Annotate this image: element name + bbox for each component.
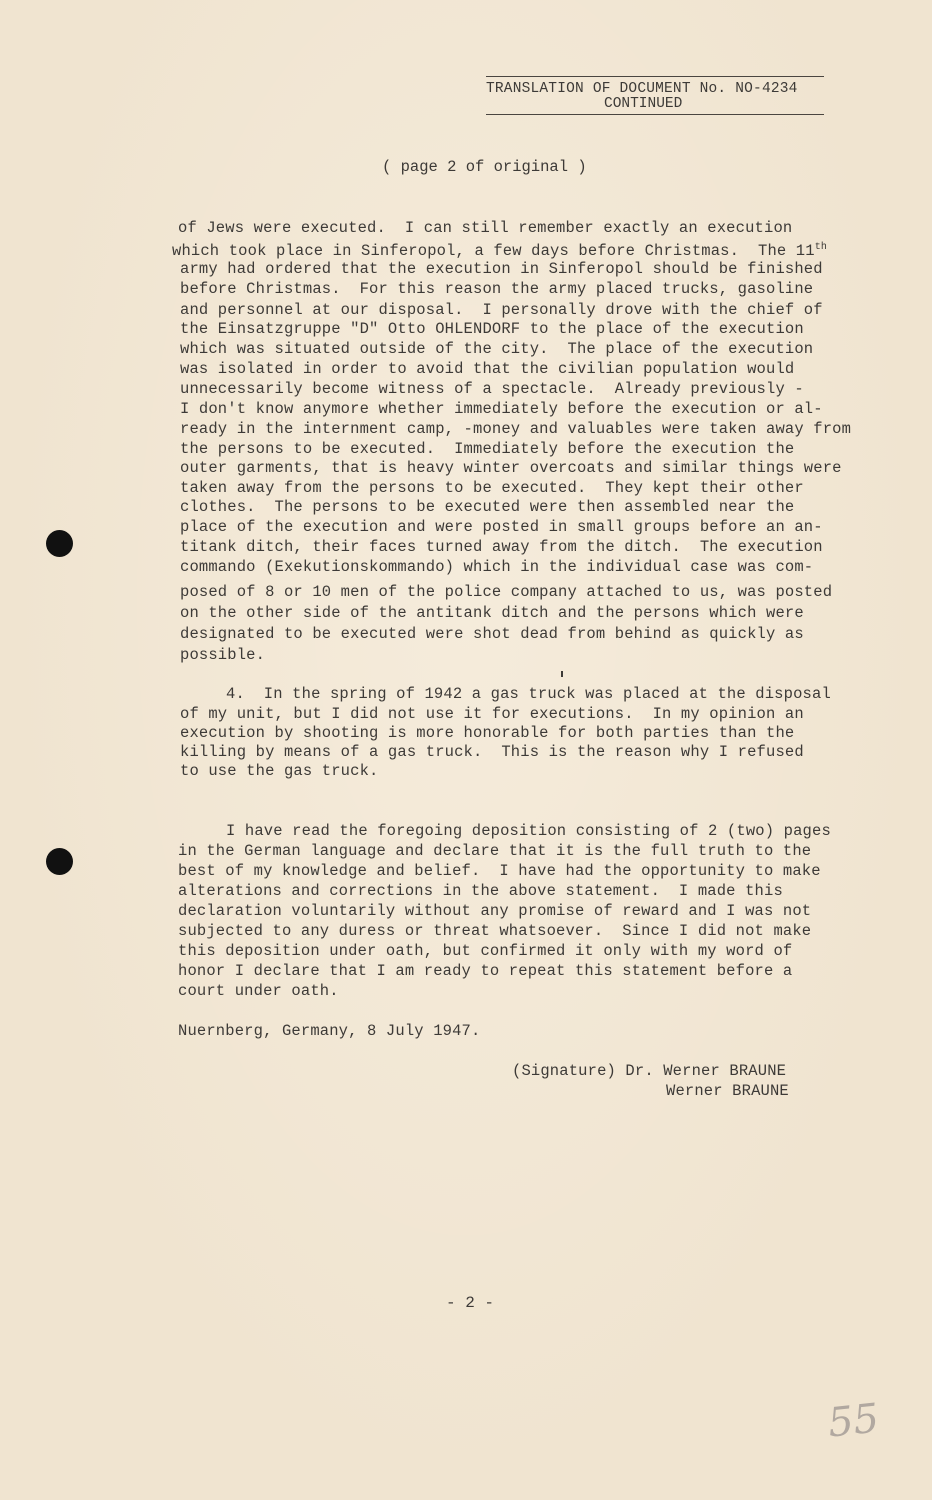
paragraph3-line: this deposition under oath, but confirmed it only with my word of (178, 942, 793, 960)
paragraph1-line: the Einsatzgruppe "D" Otto OHLENDORF to the place of the execution (180, 320, 804, 338)
page-number: - 2 - (446, 1294, 495, 1312)
paragraph1-line: place of the execution and were posted in small groups before an an- (180, 518, 823, 536)
paragraph3-line: subjected to any duress or threat whatsoever. Since I did not make (178, 922, 812, 940)
signature-name: Werner BRAUNE (666, 1082, 789, 1100)
paragraph2-line: of my unit, but I did not use it for executions. In my opinion an (180, 705, 804, 723)
header-continued: CONTINUED (604, 96, 683, 112)
paragraph1-line: taken away from the persons to be executed. They kept their other (180, 479, 804, 497)
paragraph1-line: titank ditch, their faces turned away from the ditch. The execution (180, 538, 823, 556)
paragraph1-line: of Jews were executed. I can still remember exactly an execution (178, 219, 793, 237)
paragraph3-line: declaration voluntarily without any promise of reward and I was not (178, 902, 812, 920)
paragraph1-line: commando (Exekutionskommando) which in the individual case was com- (180, 558, 814, 576)
punch-hole (46, 530, 73, 557)
paragraph1-line: and personnel at our disposal. I personally drove with the chief of (180, 301, 823, 319)
paragraph1-line: the persons to be executed. Immediately before the execution the (180, 440, 795, 458)
paragraph3-line: honor I declare that I am ready to repeat this statement before a (178, 962, 793, 980)
archive-pencil-mark: 55 (825, 1395, 882, 1447)
paragraph1-line: which was situated outside of the city. The place of the execution (180, 340, 814, 358)
paragraph3-line: alterations and corrections in the above statement. I made this (178, 882, 783, 900)
punch-hole (46, 848, 73, 875)
place-and-date: Nuernberg, Germany, 8 July 1947. (178, 1022, 481, 1040)
paragraph2-line: 4. In the spring of 1942 a gas truck was placed at the disposal (226, 685, 831, 703)
ink-speck (561, 671, 563, 677)
paragraph1-line: outer garments, that is heavy winter overcoats and similar things were (180, 459, 842, 477)
paragraph1-line: before Christmas. For this reason the army placed trucks, gasoline (180, 280, 814, 298)
paragraph3-line: best of my knowledge and belief. I have had the opportunity to make (178, 862, 821, 880)
header-title: TRANSLATION OF DOCUMENT No. NO-4234 (486, 81, 798, 97)
document-header (486, 76, 824, 115)
paragraph3-line: in the German language and declare that it is the full truth to the (178, 842, 812, 860)
paragraph1-line: which took place in Sinferopol, a few days before Christmas. The 11th (172, 242, 828, 261)
paragraph1-line: designated to be executed were shot dead from behind as quickly as (180, 625, 804, 643)
paragraph1-line: I don't know anymore whether immediately before the execution or al- (180, 400, 823, 418)
signature-line: (Signature) Dr. Werner BRAUNE (512, 1062, 787, 1080)
paragraph1-line: unnecessarily become witness of a spectacle. Already previously - (180, 380, 804, 398)
paragraph1-line: posed of 8 or 10 men of the police company attached to us, was posted (180, 583, 833, 601)
paragraph2-line: execution by shooting is more honorable for both parties than the (180, 724, 795, 742)
paragraph2-line: to use the gas truck. (180, 762, 379, 780)
paragraph3-line: court under oath. (178, 982, 339, 1000)
paragraph1-line: was isolated in order to avoid that the civilian population would (180, 360, 795, 378)
paragraph1-line: on the other side of the antitank ditch and the persons which were (180, 604, 804, 622)
superscript-th: th (814, 242, 828, 253)
paragraph3-line: I have read the foregoing deposition consisting of 2 (two) pages (226, 822, 831, 840)
paragraph1-line: clothes. The persons to be executed were then assembled near the (180, 498, 795, 516)
paragraph2-line: killing by means of a gas truck. This is the reason why I refused (180, 743, 804, 761)
paragraph1-line: ready in the internment camp, -money and valuables were taken away from (180, 420, 852, 438)
original-page-reference: ( page 2 of original ) (382, 158, 587, 176)
paragraph1-line: possible. (180, 646, 266, 664)
paragraph1-line: army had ordered that the execution in Sinferopol should be finished (180, 260, 823, 278)
